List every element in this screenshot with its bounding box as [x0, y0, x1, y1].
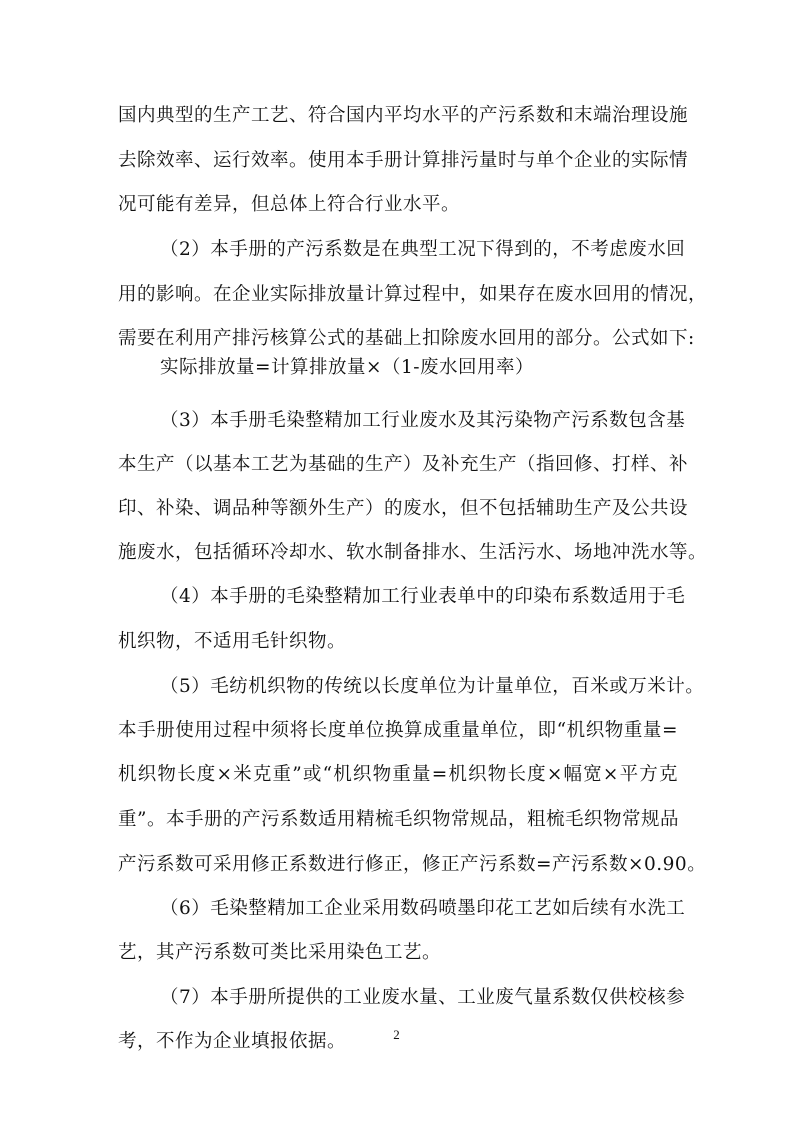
paragraph-line: 考，不作为企业填报依据。: [118, 1031, 347, 1052]
paragraph-line: 况可能有差异，但总体上符合行业水平。: [118, 194, 461, 215]
paragraph-line: 机织物长度×米克重”或“机织物重量=机织物长度×幅宽×平方克: [118, 764, 678, 785]
paragraph-line: 本手册使用过程中须将长度单位换算成重量单位，即“机织物重量=: [118, 720, 678, 741]
paragraph-line: 产污系数可采用修正系数进行修正，修正产污系数=产污系数×0.90。: [118, 854, 707, 875]
paragraph-line: 施废水，包括循环冷却水、软水制备排水、生活污水、场地冲洗水等。: [118, 542, 708, 563]
formula-line: 实际排放量=计算排放量×（1-废水回用率）: [160, 357, 535, 378]
page-number: 2: [393, 1027, 400, 1042]
paragraph-line: 本生产（以基本工艺为基础的生产）及补充生产（指回修、打样、补: [118, 454, 689, 475]
paragraph-line: （7）本手册所提供的工业废水量、工业废气量系数仅供校核参: [160, 987, 686, 1008]
paragraph-line: 艺，其产污系数可类比采用染色工艺。: [118, 942, 442, 963]
paragraph-line: 国内典型的生产工艺、符合国内平均水平的产污系数和末端治理设施: [118, 105, 689, 126]
paragraph-line: （2）本手册的产污系数是在典型工况下得到的，不考虑废水回: [160, 239, 686, 260]
paragraph-line: 机织物，不适用毛针织物。: [118, 631, 347, 652]
paragraph-line: 印、补染、调品种等额外生产）的废水，但不包括辅助生产及公共设: [118, 498, 689, 519]
paragraph-line: 重”。本手册的产污系数适用精梳毛织物常规品，粗梳毛织物常规品: [118, 809, 679, 830]
paragraph-line: （4）本手册的毛染整精加工行业表单中的印染布系数适用于毛: [160, 586, 686, 607]
paragraph-line: 去除效率、运行效率。使用本手册计算排污量时与单个企业的实际情: [118, 150, 689, 171]
paragraph-line: （6）毛染整精加工企业采用数码喷墨印花工艺如后续有水洗工: [160, 898, 686, 919]
paragraph-line: 需要在利用产排污核算公式的基础上扣除废水回用的部分。公式如下:: [118, 328, 695, 349]
paragraph-line: （3）本手册毛染整精加工行业废水及其污染物产污系数包含基: [160, 410, 686, 431]
paragraph-line: （5）毛纺机织物的传统以长度单位为计量单位，百米或万米计。: [160, 676, 705, 697]
paragraph-line: 用的影响。在企业实际排放量计算过程中，如果存在废水回用的情况，: [118, 284, 708, 305]
